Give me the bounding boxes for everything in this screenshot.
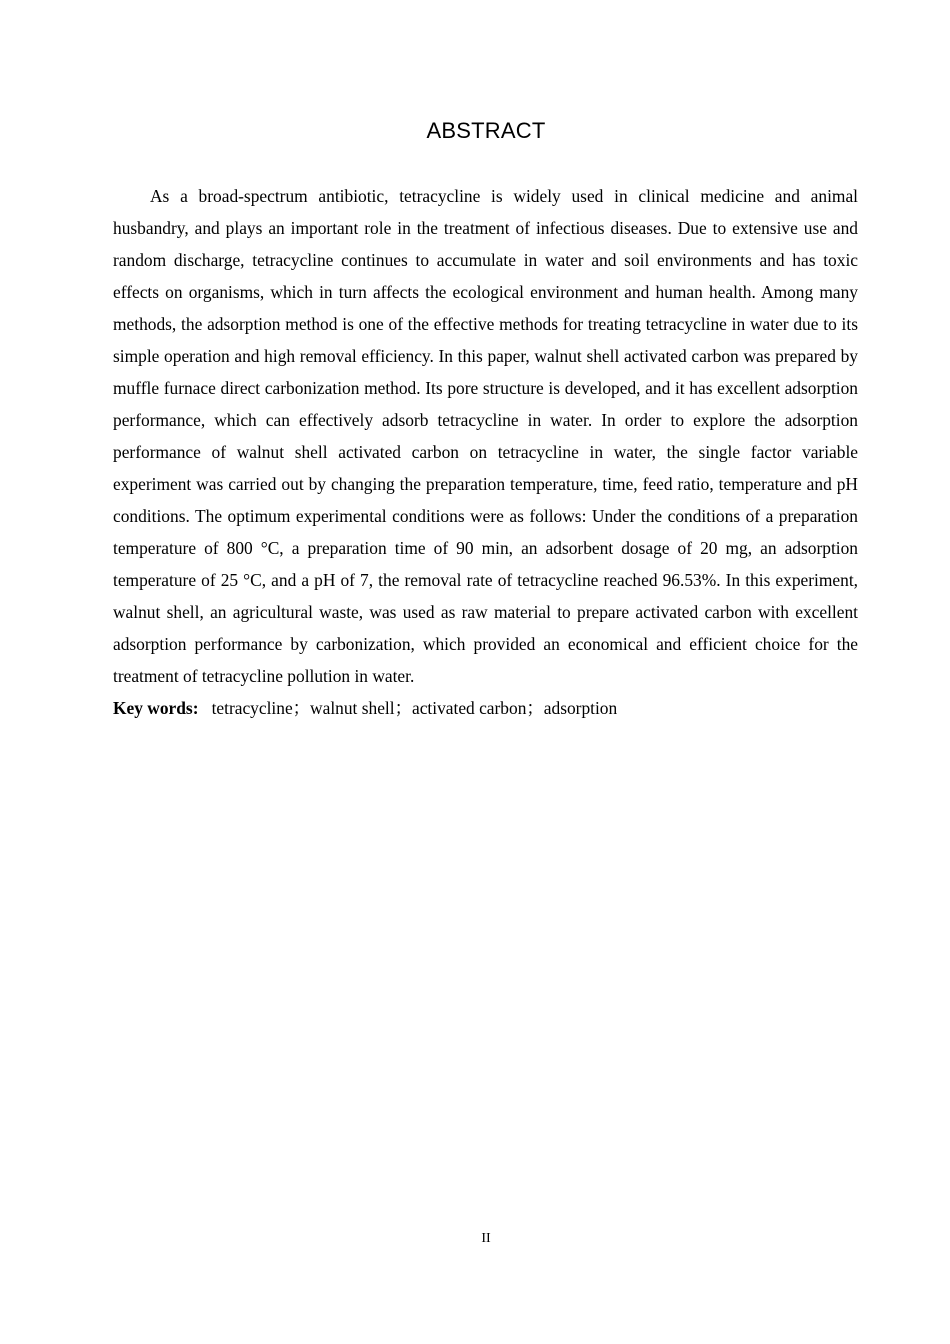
keywords-line [113, 692, 858, 724]
keywords-spacer [203, 698, 212, 718]
abstract-paragraph: As a broad-spectrum antibiotic, tetracycline is widely used in clinical medicine and animal husbandry, and plays an important role in the treatment of infectious diseases. Due to extensive use and random discharge, tetracycline continues to accumulate in water and soil environments and has toxic effects on organisms, which in turn affects the ecological environment and human health. Among many methods, the adsorption method is one of the effective methods for treating tetracycline in water due to its simple operation and high removal efficiency. In this paper, walnut shell activated carbon was prepared by muffle furnace direct carbonization method. Its pore structure is developed, and it has excellent adsorption performance, which can effectively adsorb tetracycline in water. In order to explore the adsorption performance of walnut shell activated carbon on tetracycline in water, the single factor variable experiment was carried out by changing the preparation temperature, time, feed ratio, temperature and pH conditions. The optimum experimental conditions were as follows: Under the conditions of a preparation temperature of 800 °C, a preparation time of 90 min, an adsorbent dosage of 20 mg, an adsorption temperature of 25 °C, and a pH of 7, the removal rate of tetracycline reached 96.53%. In this experiment, walnut shell, an agricultural waste, was used as raw material to prepare activated carbon with excellent adsorption performance by carbonization, which provided an economical and efficient choice for the treatment of tetracycline pollution in water. [113, 186, 858, 686]
page-number: II [481, 1231, 491, 1246]
abstract-body [113, 180, 858, 724]
abstract-title: ABSTRACT [426, 118, 546, 143]
keywords-list: tetracycline；walnut shell；activated carbon；adsorption [211, 698, 618, 718]
keywords-label: Key words: [113, 698, 199, 718]
